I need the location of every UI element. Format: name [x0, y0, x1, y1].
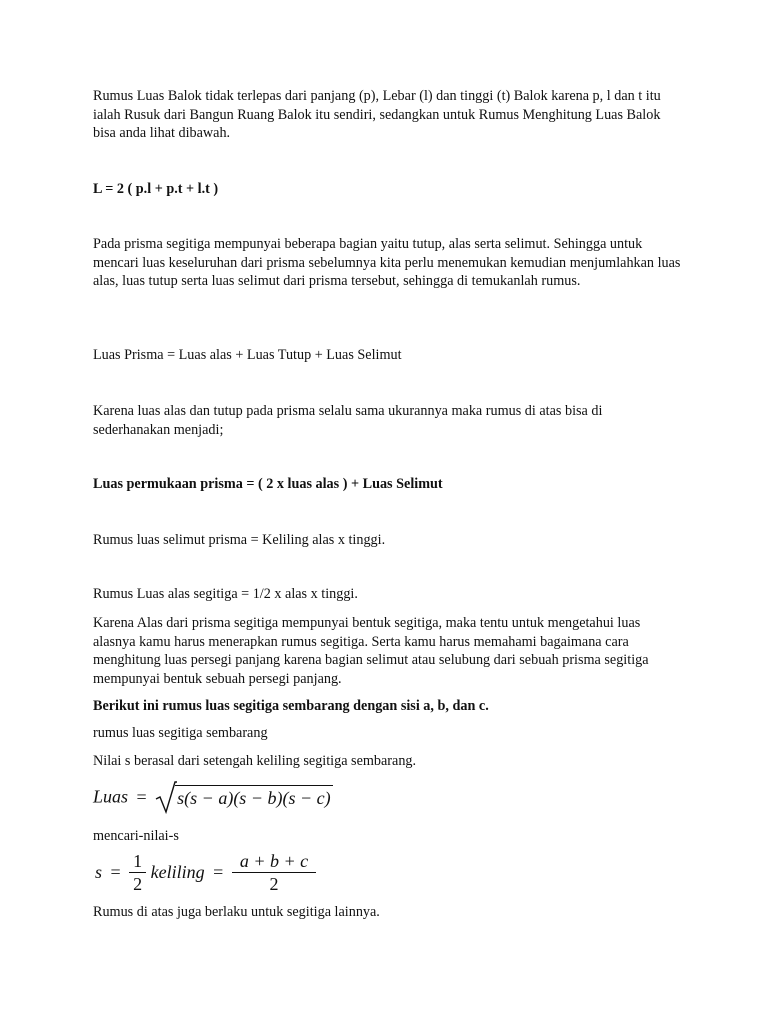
formula-luas-prisma: Luas Prisma = Luas alas + Luas Tutup + Luas Selimut	[93, 347, 402, 363]
heron-radicand: s(s − a)(s − b)(s − c)	[175, 785, 332, 809]
paragraph-sederhanakan: Karena luas alas dan tutup pada prisma selalu sama ukurannya maka rumus di atas bisa di sederhanakan menjadi;	[93, 403, 603, 438]
paragraph-nilai-s: Nilai s berasal dari setengah keliling segitiga sembarang.	[93, 753, 417, 769]
keliling-term: keliling	[150, 862, 205, 882]
s-equals-1: =	[110, 862, 121, 882]
paragraph-prisma-segitiga: Pada prisma segitiga mempunyai beberapa bagian yaitu tutup, alas serta selimut. Sehingga untuk mencari luas keseluruhan dari prisma sebelumnya kita perlu menemukan kemudian menjumlahkan luas alas, luas tutup serta luas selimut dari prisma tersebut, sehingga di temukanlah rumus.	[93, 236, 681, 289]
half-numerator: 1	[129, 850, 146, 873]
half-denominator: 2	[133, 874, 143, 894]
abc-numerator: a + b + c	[232, 850, 316, 873]
heron-formula	[93, 780, 333, 814]
semi-perimeter-formula	[95, 850, 316, 895]
abc-denominator: 2	[269, 874, 279, 894]
heron-equals: =	[136, 786, 147, 807]
sqrt-symbol	[155, 780, 332, 814]
abc-fraction	[232, 850, 316, 895]
label-segitiga-sembarang: rumus luas segitiga sembarang	[93, 725, 268, 741]
heron-lhs: Luas	[93, 786, 129, 807]
paragraph-berlaku-segitiga-lain: Rumus di atas juga berlaku untuk segitiga lainnya.	[93, 904, 380, 920]
s-lhs: s	[95, 862, 103, 882]
formula-luas-balok: L = 2 ( p.l + p.t + l.t )	[93, 181, 219, 197]
formula-luas-selimut: Rumus luas selimut prisma = Keliling alas x tinggi.	[93, 532, 386, 548]
formula-luas-alas: Rumus Luas alas segitiga = 1/2 x alas x tinggi.	[93, 586, 358, 602]
half-fraction	[129, 850, 146, 895]
paragraph-luas-balok: Rumus Luas Balok tidak terlepas dari panjang (p), Lebar (l) dan tinggi (t) Balok karena p, l dan t itu ialah Rusuk dari Bangun Ruang Balok itu sendiri, sedangkan untuk Rumus Menghitung Luas Balok bisa anda lihat dibawah.	[93, 88, 661, 141]
formula-luas-permukaan: Luas permukaan prisma = ( 2 x luas alas ) + Luas Selimut	[93, 476, 443, 492]
label-mencari-nilai-s: mencari-nilai-s	[93, 828, 179, 844]
paragraph-alas-segitiga: Karena Alas dari prisma segitiga mempunyai bentuk segitiga, maka tentu untuk mengetahui luas alasnya kamu harus menerapkan rumus segitiga. Serta kamu harus memahami bagaimana cara menghitung luas persegi panjang karena bagian selimut atau selubung dari sebuah prisma segitiga mempunyai bentuk sebuah persegi panjang.	[93, 615, 649, 687]
heading-segitiga-sembarang: Berikut ini rumus luas segitiga sembarang dengan sisi a, b, dan c.	[93, 698, 489, 714]
s-equals-2: =	[213, 862, 224, 882]
